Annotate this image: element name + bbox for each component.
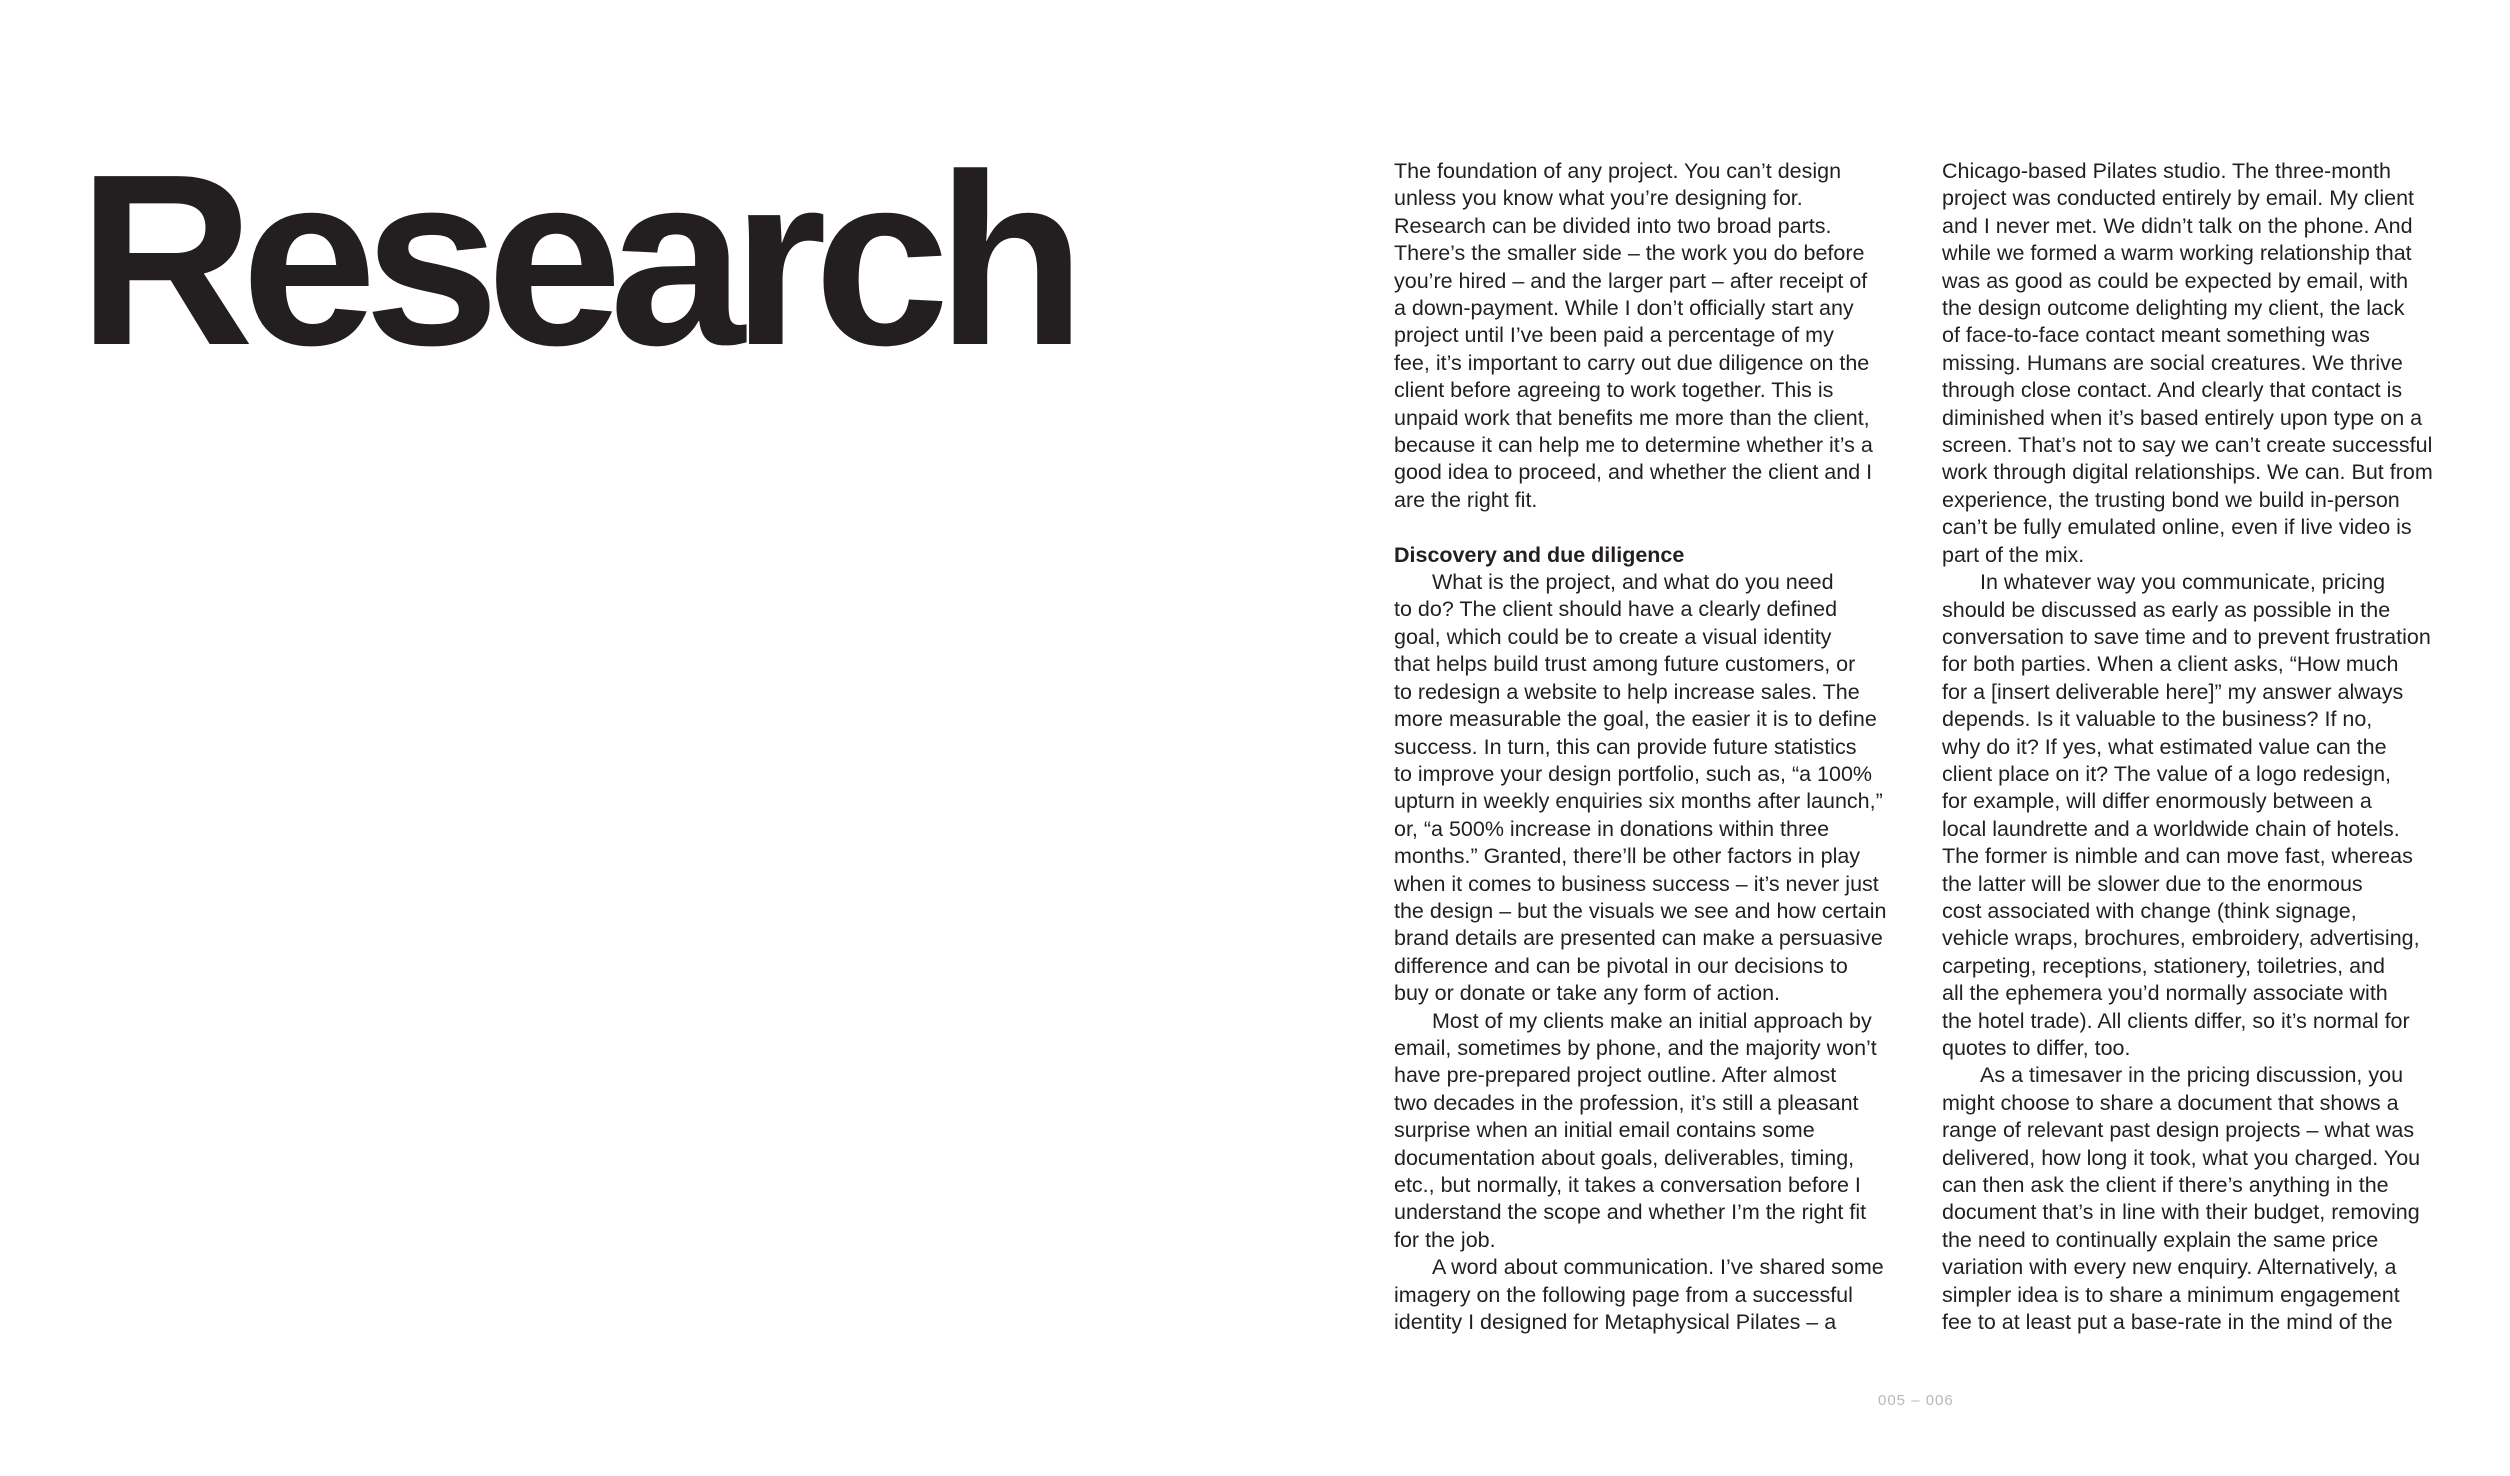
text-line: surprise when an initial email contains some [1394, 1118, 1815, 1143]
page-title: Research [78, 123, 1073, 396]
text-line: unless you know what you’re designing for. [1394, 186, 1803, 211]
text-line: What is the project, and what do you need [1432, 570, 1834, 595]
text-line: carpeting, receptions, stationery, toiletries, and [1942, 953, 2385, 978]
text-line: upturn in weekly enquiries six months after launch,” [1394, 789, 1883, 814]
text-line: There’s the smaller side – the work you do before [1394, 241, 1865, 266]
text-line: missing. Humans are social creatures. We thrive [1942, 350, 2403, 375]
text-line: because it can help me to determine whether it’s a [1394, 433, 1873, 458]
text-line: fee to at least put a base-rate in the mind of the [1942, 1310, 2393, 1335]
text-line: documentation about goals, deliverables, timing, [1394, 1145, 1855, 1170]
body-column-right [1942, 158, 2482, 1336]
text-line: can then ask the client if there’s anything in the [1942, 1173, 2389, 1198]
text-line: Research can be divided into two broad parts. [1394, 213, 1832, 238]
text-line: can’t be fully emulated online, even if live video is [1942, 515, 2412, 540]
text-line: As a timesaver in the pricing discussion, you [1980, 1063, 2404, 1088]
text-line: should be discussed as early as possible in the [1942, 597, 2391, 622]
text-line: buy or donate or take any form of action. [1394, 981, 1781, 1006]
text-line: success. In turn, this can provide future statistics [1394, 734, 1857, 759]
text-line: why do it? If yes, what estimated value can the [1942, 734, 2387, 759]
text-line: understand the scope and whether I’m the right fit [1394, 1200, 1867, 1225]
section-heading: Discovery and due diligence [1394, 542, 1685, 567]
text-line: vehicle wraps, brochures, embroidery, advertising, [1942, 926, 2420, 951]
text-line: for the job. [1394, 1227, 1496, 1252]
text-line: the need to continually explain the same price [1942, 1227, 2379, 1252]
text-line: quotes to differ, too. [1942, 1036, 2131, 1060]
text-line: for a [insert deliverable here]” my answer always [1942, 679, 2404, 704]
text-line: imagery on the following page from a successful [1394, 1282, 1853, 1307]
text-line: depends. Is it valuable to the business? If no, [1942, 707, 2373, 732]
text-line: fee, it’s important to carry out due diligence on the [1394, 350, 1870, 375]
text-line: client before agreeing to work together. This is [1394, 378, 1834, 403]
text-line: for example, will differ enormously between a [1942, 789, 2372, 814]
text-line: experience, the trusting bond we build in-person [1942, 487, 2400, 512]
text-line: the latter will be slower due to the enormous [1942, 871, 2363, 896]
text-line: goal, which could be to create a visual identity [1394, 624, 1832, 649]
text-line: screen. That’s not to say we can’t create successful [1942, 433, 2433, 458]
text-line: to redesign a website to help increase sales. The [1394, 679, 1860, 704]
text-line: work through digital relationships. We can. But from [1942, 460, 2433, 485]
body-column-left [1394, 158, 1924, 1336]
text-line: etc., but normally, it takes a conversation before I [1394, 1173, 1861, 1198]
text-line: the design outcome delighting my client, the lack [1942, 296, 2405, 321]
text-line: are the right fit. [1394, 487, 1538, 512]
text-line: delivered, how long it took, what you charged. You [1942, 1145, 2421, 1170]
text-line: conversation to save time and to prevent frustration [1942, 624, 2431, 649]
text-line: a down-payment. While I don’t officially start any [1394, 296, 1854, 321]
text-line: was as good as could be expected by email, with [1942, 268, 2409, 293]
text-line: difference and can be pivotal in our decisions to [1394, 953, 1848, 978]
text-line: the design – but the visuals we see and how certain [1394, 898, 1887, 923]
text-line: In whatever way you communicate, pricing [1980, 570, 2386, 595]
text-line: for both parties. When a client asks, “How much [1942, 652, 2399, 677]
text-line: The foundation of any project. You can’t design [1394, 159, 1842, 183]
text-line: part of the mix. [1942, 542, 2085, 567]
text-line: identity I designed for Metaphysical Pilates – a [1394, 1310, 1837, 1335]
text-line: The former is nimble and can move fast, whereas [1942, 844, 2413, 869]
text-line: Chicago-based Pilates studio. The three-month [1942, 159, 2391, 183]
text-line: when it comes to business success – it’s never just [1394, 871, 1879, 896]
text-line: months.” Granted, there’ll be other factors in play [1394, 844, 1861, 869]
text-line: email, sometimes by phone, and the majority won’t [1394, 1035, 1877, 1060]
text-line: all the ephemera you’d normally associate with [1942, 981, 2388, 1006]
text-line: while we formed a warm working relationship that [1942, 241, 2412, 266]
text-line: unpaid work that benefits me more than the client, [1394, 405, 1870, 430]
text-line: A word about communication. I’ve shared some [1432, 1255, 1884, 1280]
paragraph-gap [1394, 514, 1924, 541]
text-line: cost associated with change (think signage, [1942, 898, 2357, 923]
text-line: brand details are presented can make a persuasive [1394, 926, 1883, 951]
page-numbers: 005 – 006 [1878, 1392, 1954, 1409]
text-line: range of relevant past design projects – what was [1942, 1118, 2415, 1143]
text-line: local laundrette and a worldwide chain of hotels. [1942, 816, 2400, 841]
text-line: project was conducted entirely by email. My client [1942, 186, 2415, 211]
text-line: more measurable the goal, the easier it is to define [1394, 707, 1877, 732]
text-line: the hotel trade). All clients differ, so it’s normal for [1942, 1008, 2410, 1033]
text-line: project until I’ve been paid a percentage of my [1394, 323, 1834, 348]
text-line: two decades in the profession, it’s still a pleasant [1394, 1090, 1859, 1115]
text-line: of face-to-face contact meant something was [1942, 323, 2370, 348]
text-line: Most of my clients make an initial approach by [1432, 1008, 1872, 1033]
text-line: that helps build trust among future customers, or [1394, 652, 1856, 677]
text-line: have pre-prepared project outline. After almost [1394, 1063, 1837, 1088]
text-line: you’re hired – and the larger part – after receipt of [1394, 268, 1868, 293]
text-line: good idea to proceed, and whether the client and I [1394, 460, 1873, 485]
text-line: simpler idea is to share a minimum engagement [1942, 1282, 2400, 1307]
text-line: to do? The client should have a clearly defined [1394, 597, 1838, 622]
text-line: diminished when it’s based entirely upon type on a [1942, 405, 2423, 430]
text-line: through close contact. And clearly that contact is [1942, 378, 2403, 403]
text-line: variation with every new enquiry. Alternatively, a [1942, 1255, 2397, 1280]
text-line: to improve your design portfolio, such as, “a 100% [1394, 761, 1873, 786]
text-line: and I never met. We didn’t talk on the phone. And [1942, 213, 2413, 238]
text-line: or, “a 500% increase in donations within three [1394, 816, 1830, 841]
text-line: might choose to share a document that shows a [1942, 1090, 2399, 1115]
text-line: client place on it? The value of a logo redesign, [1942, 761, 2392, 786]
text-line: document that’s in line with their budget, removing [1942, 1200, 2420, 1225]
